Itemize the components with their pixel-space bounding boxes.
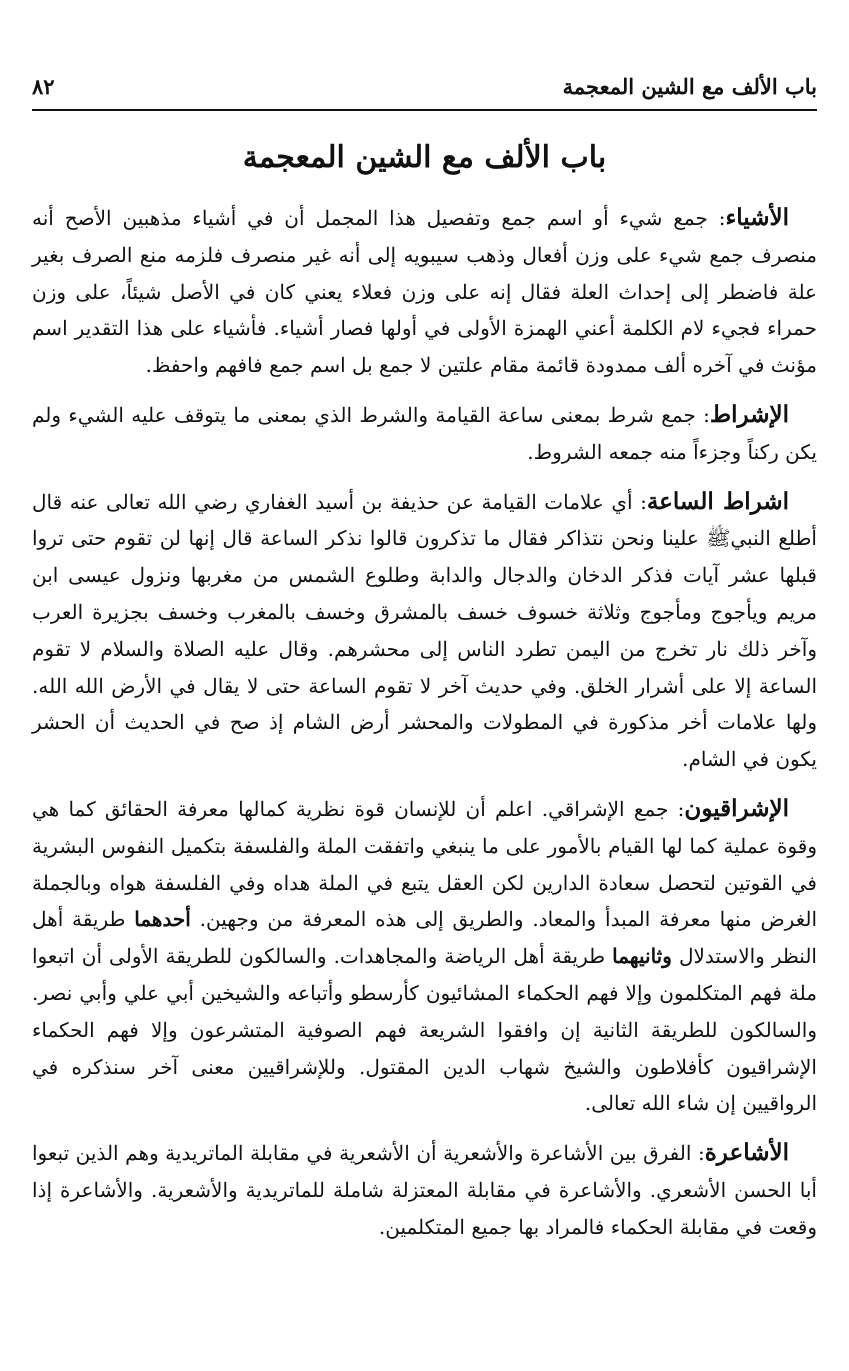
entry-bold-phrase: وثانيهما [612, 944, 672, 969]
running-header [32, 66, 817, 106]
entry-term: الإشراط [709, 400, 789, 428]
entry-text: : الفرق بين الأشاعرة والأشعرية أن الأشعرية في مقابلة الماتريدية وهم الذين تبعوا أبا الحسن الأشعري. والأشاعرة في مقابلة المعتزلة شاملة للماتريدية والأشعرية. والأشاعرة إذا وقعت في مقابلة الحكماء فالمراد بها جميع المتكلمين. [32, 1141, 817, 1239]
entry-term: الأشياء [725, 204, 789, 231]
header-rule [32, 109, 817, 111]
entry-bold-phrase: أحدهما [134, 907, 191, 932]
entry-text: طريقة أهل الرياضة والمجاهدات. والسالكون للطريقة الأولى أن اتبعوا ملة فهم المتكلمون وإلا فهم الحكماء المشائيون كأرسطو وأتباعه والشيخين أبي علي وأبي نصر. والسالكون للطريقة الثانية إن وافقوا الشريعة فهم الصوفية المتشرعون وإلا فهم الحكماء الإشراقيون كأفلاطون والشيخ شهاب الدين المقتول. وللإشراقيين معنى آخر سنذكره في الرواقيين إن شاء الله تعالى. [32, 944, 817, 1116]
entry-text: : جمع الإشراقي. اعلم أن للإنسان قوة نظرية كمالها معرفة الحقائق كما هي وقوة عملية كما لها القيام بالأمور على ما ينبغي واتفقت الملة والفلسفة بتكميل النفوس البشرية في القوتين لتحصل سعادة الدارين لكن العقل يتبع في الملة هداه وفي الفلسفة هواه وبالجملة الغرض منها معرفة المبدأ والمعاد. والطريق إلى هذه المعرفة من وجهين. [32, 796, 817, 932]
entry-text: : أي علامات القيامة عن حذيفة بن أسيد الغفاري رضي الله تعالى عنه قال أطلع النبيﷺ علينا ونحن نتذاكر فقال ما تذكرون قالوا نذكر الساعة قال إنها لن تقوم حتى تروا قبلها عشر آيات فذكر الدخان والدجال والدابة وطلوع الشمس من مغربها ونزول عيسى ابن مريم ويأجوج ومأجوج وثلاثة خسوف خسف بالمشرق وخسف بالمغرب وخسف بجزيرة العرب وآخر ذلك نار تخرج من اليمن تطرد الناس إلى محشرهم. وقال عليه الصلاة والسلام لا تقوم الساعة إلا على أشرار الخلق. وفي حديث آخر لا تقوم الساعة حتى لا يقال في الأرض الله الله. ولها علامات أخر مذكورة في المطولات والمحشر أرض الشام إذ صح في الحديث أن الحشر يكون في الشام. [32, 489, 817, 772]
entry-text: : جمع شيء أو اسم جمع وتفصيل هذا المجمل أن في أشياء مذهبين الأصح أنه منصرف جمع شيء على وزن أفعال وذهب سيبويه إلى أنه غير منصرف فلزمه منع الصرف بغير علة فاضطر إلى إحداث العلة فقال إنه على وزن فعلاء يعني كان في الأصل شيئاً، على وزن حمراء فجيء لام الكلمة أعني الهمزة الأولى في أولها فصار أشياء. فأشياء على هذا التقدير اسم مؤنث في آخره ألف ممدودة قائمة مقام علتين لا جمع بل اسم جمع فافهم واحفظ. [32, 206, 817, 378]
entry-text: : جمع شرط بمعنى ساعة القيامة والشرط الذي بمعنى ما يتوقف عليه الشيء ولم يكن ركناً وجزءاً منه جمعه الشروط. [32, 402, 817, 464]
entry-term: الإشراقيون [684, 794, 789, 822]
entry-al-ashaira [32, 1135, 817, 1245]
entry-term: الأشاعرة [704, 1139, 789, 1167]
entry-al-ishrat [32, 397, 817, 471]
entries-body [32, 200, 817, 1259]
entry-term: اشراط الساعة [646, 487, 789, 515]
entry-al-ishraqiyun [32, 791, 817, 1122]
chapter-title: باب الألف مع الشين المعجمة [242, 140, 607, 175]
entry-text: طريقة أهل النظر والاستدلال [32, 907, 817, 969]
page-number: ٨٢ [32, 73, 55, 99]
entry-al-ashya [32, 200, 817, 384]
running-title: باب الألف مع الشين المعجمة [562, 73, 817, 99]
entry-ashrat-al-saa [32, 484, 817, 778]
